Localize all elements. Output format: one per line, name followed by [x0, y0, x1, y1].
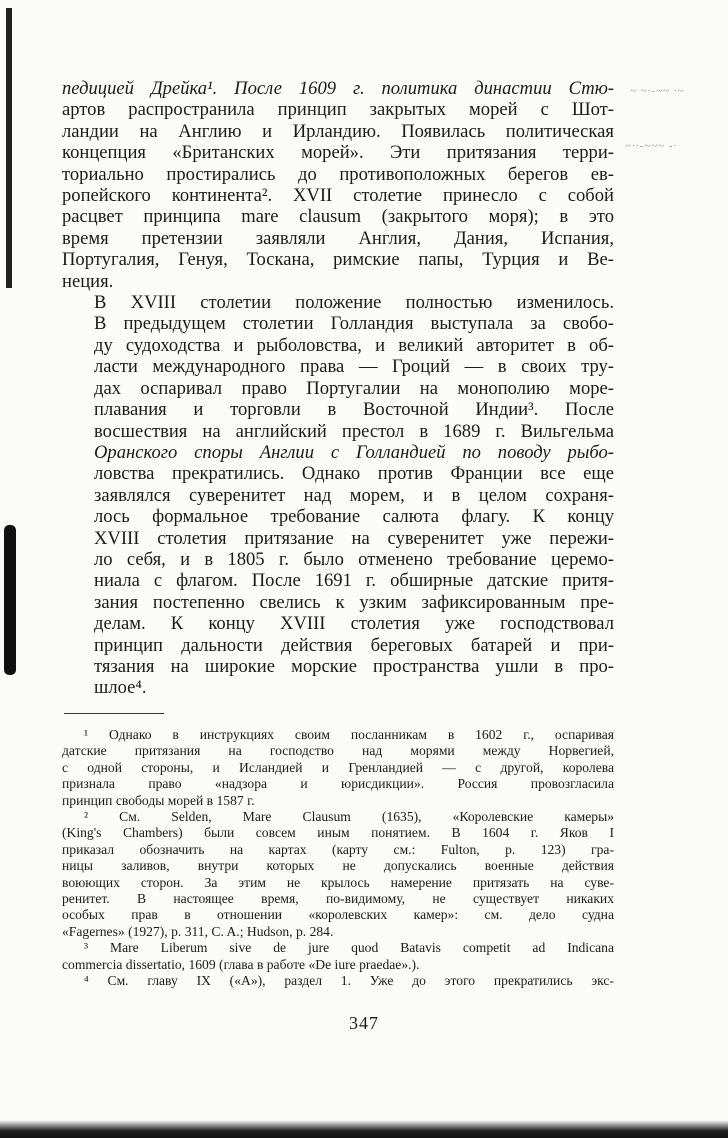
- text-line: ласти международного права — Гроций — в своих тру-: [94, 356, 614, 378]
- footnote-line: ¹ Однако в инструкциях своим посланникам в 1602 г., оспаривая: [84, 727, 614, 742]
- footnote-line: принцип свободы морей в 1587 г.: [62, 792, 255, 808]
- footnote: [62, 727, 614, 809]
- text-line: восшествия на английский престол в 1689 г. Вильгельма: [94, 420, 614, 442]
- text-line: ториально простирались до противоположных берегов ев-: [62, 163, 614, 185]
- footnote: [62, 809, 614, 940]
- paragraph: [62, 78, 614, 292]
- text-line: тязания на широкие морские пространства ушли в про-: [94, 655, 614, 677]
- text-line: ландии на Англию и Ирландию. Появилась политическая: [62, 120, 614, 142]
- footnote-line: ницы заливов, внутри которых не допускались военные действия: [62, 858, 614, 874]
- text-line: В предыдущем столетии Голландия выступала за свобо-: [94, 313, 614, 335]
- text-line: ло себя, и в 1805 г. было отменено требование церемо-: [94, 548, 614, 570]
- scan-binding-mark: [4, 525, 16, 675]
- footnote: [62, 973, 614, 989]
- footnote-line: приказал обозначить на картах (карту см.: Fulton, p. 123) гра-: [62, 841, 614, 857]
- text-line: зания постепенно свелись к узким зафиксированным пре-: [94, 591, 614, 613]
- text-line: расцвет принципа mare clausum (закрытого моря); в это: [62, 206, 614, 228]
- text-line: концепция «Британских морей». Эти притязания терри-: [62, 142, 614, 164]
- text-line: неция.: [62, 270, 114, 292]
- footnotes: [62, 727, 614, 990]
- footnote-line: «Fagernes» (1927), p. 311, C. A.; Hudson, p. 284.: [62, 923, 334, 939]
- text-line: лось формальное требование салюта флагу. К концу: [94, 506, 614, 528]
- footnote-line: ренитет. В настоящее время, по-видимому, не существует никаких: [62, 891, 614, 907]
- margin-scribble: ~··-~~~ -·: [625, 140, 678, 152]
- footnote-line: ² См. Selden, Mare Clausum (1635), «Королевские камеры»: [84, 809, 614, 825]
- footnote-line: ³ Mare Liberum sive de jure quod Batavis competit ad Indicana: [84, 940, 614, 956]
- text-line: делам. К концу XVIII столетия уже господствовал: [94, 613, 614, 635]
- paragraph: [62, 292, 614, 699]
- text-line: XVIII столетия притязание на суверенитет уже пережи-: [94, 527, 614, 549]
- scan-bottom-edge: [0, 1120, 728, 1138]
- text-line: дах оспаривал право Португалии на монополию море-: [94, 377, 614, 399]
- footnote-line: с одной стороны, и Исландией и Гренландией — с другой, королева: [62, 759, 614, 775]
- text-line: принцип дальности действия береговых батарей и при-: [94, 634, 614, 656]
- text-line: Португалия, Генуя, Тоскана, римские папы, Турция и Ве-: [62, 249, 614, 271]
- main-text: [62, 78, 614, 699]
- text-line: ловства прекратились. Однако против Франции все еще: [94, 463, 614, 485]
- text-line: ниала с флагом. После 1691 г. обширные датские притя-: [94, 570, 614, 592]
- footnote: [62, 940, 614, 973]
- text-line: ропейского континента². XVII столетие принесло с собой: [62, 185, 614, 207]
- text-line: время претензии заявляли Англия, Дания, Испания,: [62, 227, 614, 249]
- footnote-line: ⁴ См. главу IX («А»), раздел 1. Уже до этого прекратились экс-: [84, 973, 614, 989]
- text-line: Оранского споры Англии с Голландией по поводу рыбо-: [94, 441, 614, 463]
- footnote-line: датские притязания на господство над морями между Норвегией,: [62, 743, 614, 759]
- footnote-line: (King's Chambers) были совсем иным понятием. В 1604 г. Яков I: [62, 825, 614, 841]
- text-line: заявлялся суверенитет над морем, и в целом сохраня-: [94, 484, 614, 506]
- footnote-line: признала право «надзора и юрисдикции». Россия провозгласила: [62, 776, 614, 792]
- footnote-line: воюющих сторон. За этим не крылось намерение притязать на суве-: [62, 874, 614, 890]
- text-line: артов распространила принцип закрытых морей с Шот-: [62, 99, 614, 121]
- text-line: ду судоходства и рыболовства, и великий авторитет в об-: [94, 334, 614, 356]
- page-number: 347: [349, 1013, 379, 1033]
- margin-scribble: ~ ~·-~~ ·~: [630, 85, 685, 97]
- text-line: педицией Дрейка¹. После 1609 г. политика династии Стю-: [62, 78, 614, 99]
- footnote-line: особых прав в отношении «королевских камер»: см. дело судна: [62, 907, 614, 923]
- text-line: шлое⁴.: [94, 677, 147, 699]
- text-line: В XVIII столетии положение полностью изменилось.: [94, 292, 614, 314]
- footnote-line: commercia dissertatio, 1609 (глава в работе «De iure praedae».).: [62, 956, 420, 972]
- text-line: плавания и торговли в Восточной Индии³. После: [94, 399, 614, 421]
- footnote-separator: [64, 713, 164, 714]
- scan-binding-edge: [6, 8, 12, 288]
